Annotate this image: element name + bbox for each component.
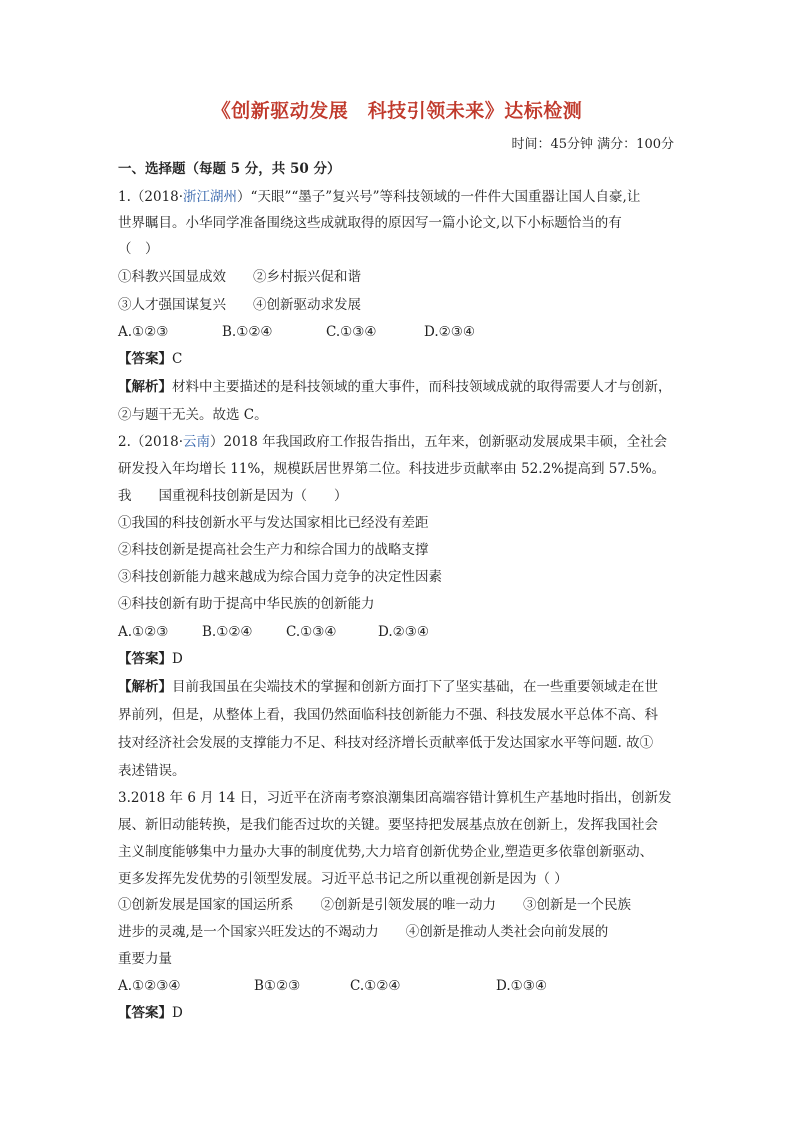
q1-statement-2: ③人才强国谋复兴 ④创新驱动求发展 bbox=[118, 297, 361, 313]
q3-option-d: D.①③④ bbox=[496, 978, 547, 994]
q3-line-3: 主义制度能够集中力量办大事的制度优势,大力培育创新优势企业,塑造更多依靠创新驱动、 bbox=[118, 844, 654, 860]
q3-statement-3: 重要力量 bbox=[118, 951, 172, 967]
q3-line-2: 展、新旧动能转换，是我们能否过坎的关键。要坚持把发展基点放在创新上，发挥我国社会 bbox=[118, 817, 658, 833]
q1-explanation-1: 【解析】材料中主要描述的是科技领域的重大事件，而科技领域成就的取得需要人才与创新， bbox=[118, 379, 672, 395]
q1-source: 浙江湖州 bbox=[183, 189, 238, 205]
q1-line-3: （ ） bbox=[118, 241, 159, 257]
q1-answer: 【答案】C bbox=[118, 351, 183, 367]
q1-option-c: C.①③④ bbox=[326, 324, 377, 340]
q3-options bbox=[118, 977, 547, 995]
q1-option-d: D.②③④ bbox=[424, 324, 475, 340]
q1-options bbox=[118, 323, 475, 341]
section-heading: 一、选择题（每题 5 分，共 50 分） bbox=[118, 161, 341, 177]
q1-option-b: B.①②④ bbox=[222, 324, 273, 340]
q2-options bbox=[118, 623, 429, 641]
q2-statement-4: ④科技创新有助于提高中华民族的创新能力 bbox=[118, 596, 375, 612]
q2-explanation-2: 界前列，但是，从整体上看，我国仍然面临科技创新能力不强、科技发展水平总体不高、科 bbox=[118, 707, 658, 723]
q3-line-4: 更多发挥先发优势的引领型发展。习近平总书记之所以重视创新是因为（ ） bbox=[118, 871, 568, 887]
q2-line-3: 我 国重视科技创新是因为（ ） bbox=[118, 488, 348, 504]
q1-line-1: 1.（2018·浙江湖州）“天眼”“墨子”复兴号”等科技领域的一件件大国重器让国人自豪,让 bbox=[118, 189, 641, 205]
q2-source: 云南 bbox=[183, 434, 211, 450]
q2-line-1: 2.（2018·云南）2018 年我国政府工作报告指出，五年来，创新驱动发展成果丰硕，全社会 bbox=[118, 434, 668, 450]
q2-option-a: A.①②③ bbox=[118, 624, 169, 640]
q3-statement-1: ①创新发展是国家的国运所系 ②创新是引领发展的唯一动力 ③创新是一个民族 bbox=[118, 897, 631, 913]
q1-explanation-2: ②与题干无关。故选 C。 bbox=[118, 407, 268, 423]
q1-line-2: 世界瞩目。小华同学准备围绕这些成就取得的原因写一篇小论文,以下小标题恰当的有 bbox=[118, 215, 622, 231]
q2-explanation-1: 【解析】目前我国虽在尖端技术的掌握和创新方面打下了坚实基础，在一些重要领域走在世 bbox=[118, 679, 658, 695]
q2-option-b: B.①②④ bbox=[202, 624, 253, 640]
time-score-info: 时间：45分钟 满分：100分 bbox=[511, 137, 674, 152]
q2-line-2: 研发投入年均增长 11%，规模跃居世界第二位。科技进步贡献率由 52.2%提高到 57.5%。 bbox=[118, 461, 666, 477]
q3-statement-2: 进步的灵魂,是一个国家兴旺发达的不竭动力 ④创新是推动人类社会向前发展的 bbox=[118, 924, 609, 940]
q3-option-b: B①②③ bbox=[254, 978, 301, 994]
q3-option-c: C.①②④ bbox=[350, 978, 401, 994]
page-title: 《创新驱动发展 科技引领未来》达标检测 bbox=[211, 100, 583, 122]
q2-statement-2: ②科技创新是提高社会生产力和综合国力的战略支撑 bbox=[118, 542, 429, 558]
q2-explanation-3: 技对经济社会发展的支撑能力不足、科技对经济增长贡献率低于发达国家水平等问题. 故① bbox=[118, 735, 654, 751]
q2-statement-1: ①我国的科技创新水平与发达国家相比已经没有差距 bbox=[118, 515, 429, 531]
q2-option-d: D.②③④ bbox=[378, 624, 429, 640]
q2-answer: 【答案】D bbox=[118, 651, 183, 667]
q1-option-a: A.①②③ bbox=[118, 324, 169, 340]
q2-option-c: C.①③④ bbox=[286, 624, 337, 640]
q2-statement-3: ③科技创新能力越来越成为综合国力竞争的决定性因素 bbox=[118, 569, 442, 585]
q3-line-1: 3.2018 年 6 月 14 日，习近平在济南考察浪潮集团高端容错计算机生产基地时指出，创新发 bbox=[118, 790, 672, 806]
q2-explanation-4: 表述错误。 bbox=[118, 763, 186, 779]
q3-option-a: A.①②③④ bbox=[118, 978, 181, 994]
q1-statement-1: ①科教兴国显成效 ②乡村振兴促和谐 bbox=[118, 269, 361, 285]
q3-answer: 【答案】D bbox=[118, 1005, 183, 1021]
